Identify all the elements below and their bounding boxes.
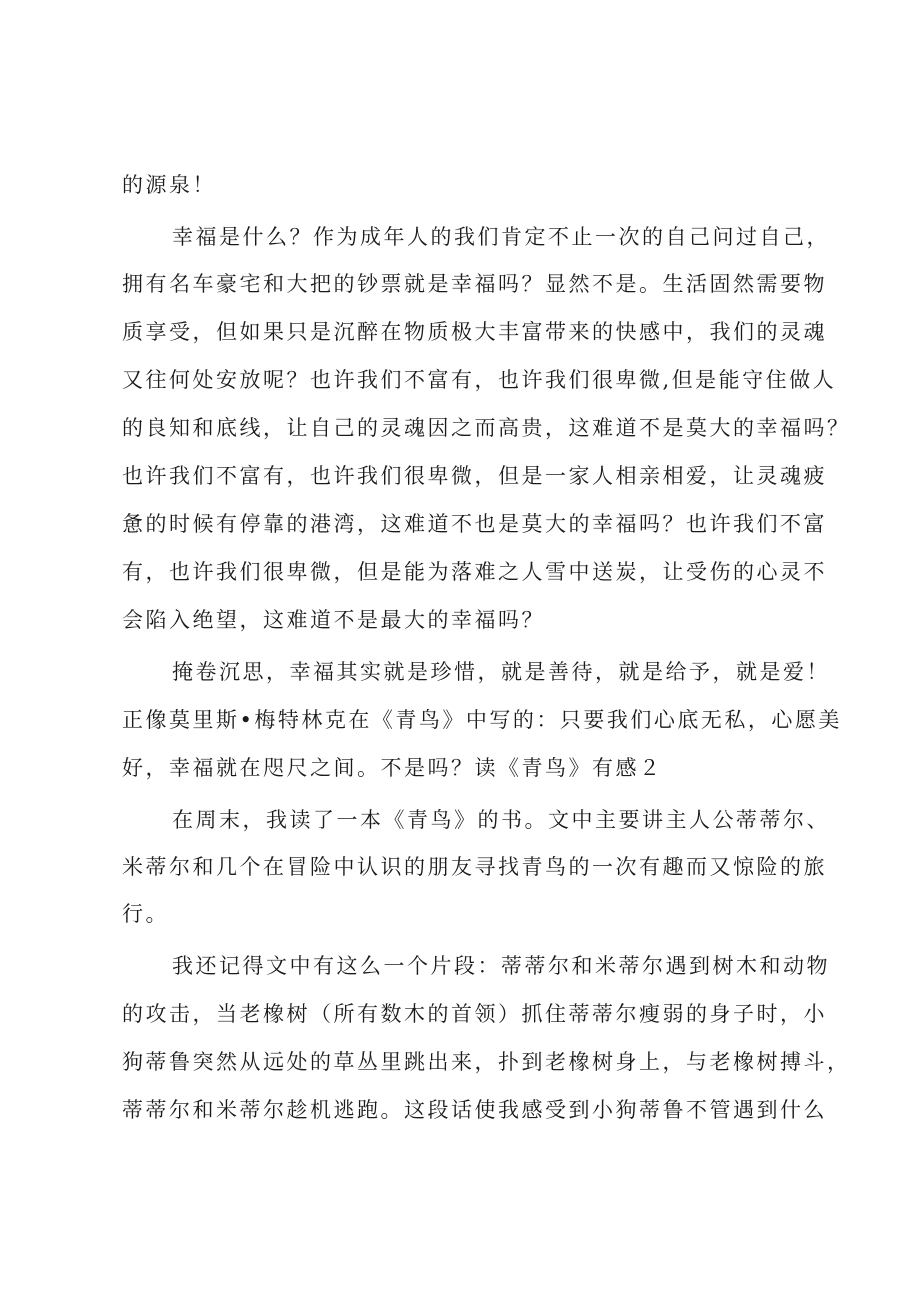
text-line: 有，也许我们很卑微，但是能为落难之人雪中送炭，让受伤的心灵不 xyxy=(122,560,827,584)
text-line: 米蒂尔和几个在冒险中认识的朋友寻找青鸟的一次有趣而又惊险的旅 xyxy=(122,855,827,879)
text-line: 我还记得文中有这么一个片段：蒂蒂尔和米蒂尔遇到树木和动物 xyxy=(172,954,830,978)
text-line: 幸福是什么？作为成年人的我们肯定不止一次的自己问过自己， xyxy=(172,225,830,249)
text-line: 掩卷沉思，幸福其实就是珍惜，就是善待，就是给予，就是爱！ xyxy=(172,660,830,684)
text-line: 的源泉！ xyxy=(122,173,216,197)
text-line: 正像莫里斯•梅特林克在《青鸟》中写的：只要我们心底无私，心愿美 xyxy=(122,708,842,732)
text-line: 好，幸福就在咫尺之间。不是吗？读《青鸟》有感２ xyxy=(122,756,663,780)
text-line: 会陷入绝望，这难道不是最大的幸福吗？ xyxy=(122,608,545,632)
text-line: 的良知和底线，让自己的灵魂因之而高贵，这难道不是莫大的幸福吗？ xyxy=(122,416,851,440)
text-line: 拥有名车豪宅和大把的钞票就是幸福吗？显然不是。生活固然需要物 xyxy=(122,272,827,296)
text-line: 又往何处安放呢？也许我们不富有，也许我们很卑微,但是能守住做人 xyxy=(122,368,837,392)
text-line: 惫的时候有停靠的港湾，这难道不也是莫大的幸福吗？也许我们不富 xyxy=(122,512,827,536)
text-line: 的攻击，当老橡树（所有数木的首领）抓住蒂蒂尔瘦弱的身子时，小 xyxy=(122,1002,827,1026)
text-line: 蒂蒂尔和米蒂尔趁机逃跑。这段话使我感受到小狗蒂鲁不管遇到什么 xyxy=(122,1098,827,1122)
text-line: 也许我们不富有，也许我们很卑微，但是一家人相亲相爱，让灵魂疲 xyxy=(122,464,827,488)
text-line: 质享受，但如果只是沉醉在物质极大丰富带来的快感中，我们的灵魂 xyxy=(122,320,827,344)
text-line: 在周末，我读了一本《青鸟》的书。文中主要讲主人公蒂蒂尔、 xyxy=(172,808,830,832)
text-line: 行。 xyxy=(122,902,169,926)
text-line: 狗蒂鲁突然从远处的草丛里跳出来，扑到老橡树身上，与老橡树搏斗， xyxy=(122,1050,851,1074)
